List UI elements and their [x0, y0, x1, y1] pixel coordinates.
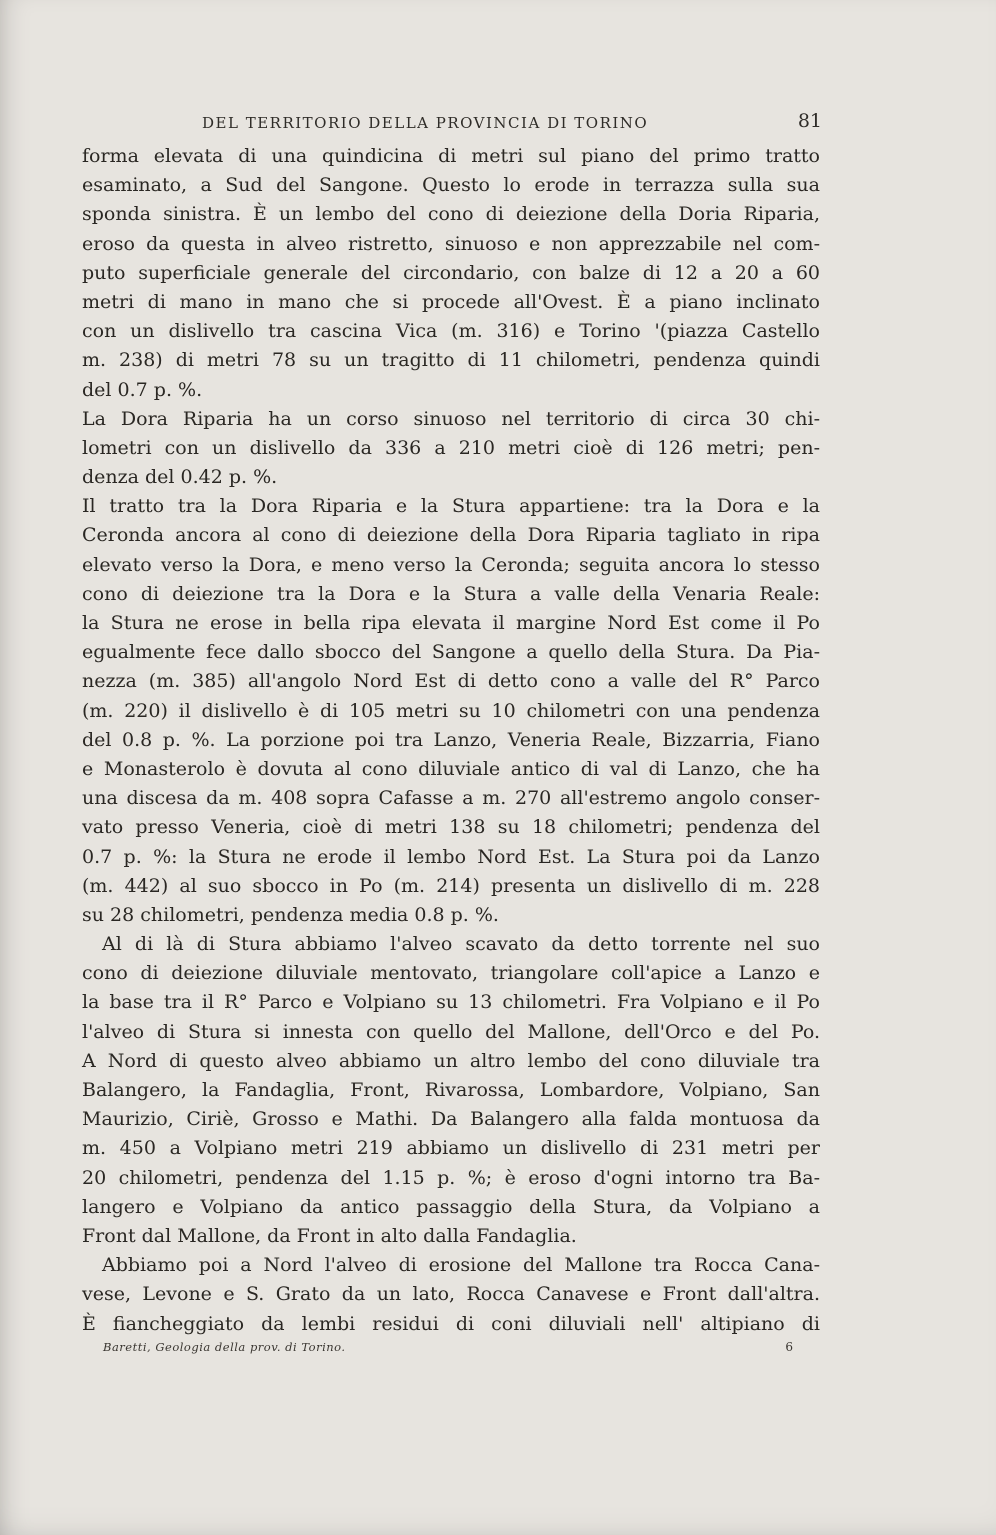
signature-mark: 6	[785, 1340, 793, 1354]
text-line: forma elevata di una quindicina di metri sul piano del primo tratto	[82, 145, 820, 167]
text-line: cono di deiezione tra la Dora e la Stura a valle della Venaria Reale:	[82, 582, 820, 605]
text-line: È fiancheggiato da lembi residui di coni diluviali nell' altipiano di	[82, 1312, 820, 1335]
text-line: eroso da questa in alveo ristretto, sinuoso e non apprezzabile nel com-	[82, 232, 820, 255]
text-line: 0.7 p. %: la Stura ne erode il lembo Nord Est. La Stura poi da Lanzo	[82, 845, 820, 868]
text-line: Front dal Mallone, da Front in alto dalla Fandaglia.	[82, 1224, 577, 1247]
text-line: lometri con un dislivello da 336 a 210 metri cioè di 126 metri; pen-	[82, 436, 820, 459]
text-line: con un dislivello tra cascina Vica (m. 316) e Torino '(piazza Castello	[82, 320, 820, 343]
footer-citation: Baretti, Geologia della prov. di Torino.	[103, 1340, 346, 1354]
text-line: langero e Volpiano da antico passaggio della Stura, da Volpiano a	[82, 1195, 820, 1218]
text-line: m. 238) di metri 78 su un tragitto di 11 chilometri, pendenza quindi	[82, 349, 820, 372]
text-line: Maurizio, Ciriè, Grosso e Mathi. Da Balangero alla falda montuosa da	[82, 1108, 820, 1131]
body-text	[82, 142, 820, 1339]
text-line: sponda sinistra. È un lembo del cono di deiezione della Doria Riparia,	[82, 203, 820, 226]
text-line: denza del 0.42 p. %.	[82, 466, 278, 489]
text-line: puto superficiale generale del circondario, con balze di 12 a 20 a 60	[82, 261, 820, 284]
text-line: elevato verso la Dora, e meno verso la Ceronda; seguita ancora lo stesso	[82, 553, 820, 576]
page-number: 81	[797, 110, 822, 132]
page-header	[82, 110, 822, 138]
text-line: del 0.7 p. %.	[82, 378, 203, 401]
text-line: Balangero, la Fandaglia, Front, Rivarossa, Lombardore, Volpiano, San	[82, 1079, 820, 1101]
text-line: del 0.8 p. %. La porzione poi tra Lanzo, Veneria Reale, Bizzarria, Fiano	[82, 728, 820, 751]
text-line: m. 450 a Volpiano metri 219 abbiamo un dislivello di 231 metri per	[82, 1137, 820, 1160]
text-line: cono di deiezione diluviale mentovato, triangolare coll'apice a Lanzo e	[82, 962, 820, 985]
text-line: 20 chilometri, pendenza del 1.15 p. %; è eroso d'ogni intorno tra Ba-	[82, 1166, 820, 1189]
text-line: Al di là di Stura abbiamo l'alveo scavato da detto torrente nel suo	[102, 933, 820, 956]
text-line: egualmente fece dallo sbocco del Sangone a quello della Stura. Da Pia-	[82, 641, 820, 664]
text-line: La Dora Riparia ha un corso sinuoso nel territorio di circa 30 chi-	[82, 407, 820, 430]
text-line: (m. 220) il dislivello è di 105 metri su 10 chilometri con una pendenza	[82, 699, 820, 722]
text-line: una discesa da m. 408 sopra Cafasse a m. 270 all'estremo angolo conser-	[82, 787, 820, 810]
text-line: vato presso Veneria, cioè di metri 138 su 18 chilometri; pendenza del	[82, 816, 820, 839]
text-line: nezza (m. 385) all'angolo Nord Est di detto cono a valle del R° Parco	[82, 670, 820, 693]
text-line: Abbiamo poi a Nord l'alveo di erosione del Mallone tra Rocca Cana-	[102, 1254, 820, 1277]
text-line: esaminato, a Sud del Sangone. Questo lo erode in terrazza sulla sua	[82, 174, 820, 197]
text-line: (m. 442) al suo sbocco in Po (m. 214) presenta un dislivello di m. 228	[82, 874, 820, 897]
text-line: vese, Levone e S. Grato da un lato, Rocca Canavese e Front dall'altra.	[82, 1283, 820, 1306]
text-line: Il tratto tra la Dora Riparia e la Stura appartiene: tra la Dora e la	[82, 495, 820, 518]
page-footer	[103, 1340, 793, 1362]
text-line: A Nord di questo alveo abbiamo un altro lembo del cono diluviale tra	[82, 1049, 820, 1072]
running-title: DEL TERRITORIO DELLA PROVINCIA DI TORINO	[202, 114, 649, 132]
text-line: e Monasterolo è dovuta al cono diluviale antico di val di Lanzo, che ha	[82, 757, 820, 780]
text-line: Ceronda ancora al cono di deiezione della Dora Riparia tagliato in ripa	[82, 524, 820, 547]
text-line: metri di mano in mano che si procede all'Ovest. È a piano inclinato	[82, 290, 820, 313]
text-line: la base tra il R° Parco e Volpiano su 13 chilometri. Fra Volpiano e il Po	[82, 991, 820, 1014]
text-line: la Stura ne erose in bella ripa elevata il margine Nord Est come il Po	[82, 612, 820, 634]
text-line: l'alveo di Stura si innesta con quello del Mallone, dell'Orco e del Po.	[82, 1020, 820, 1043]
text-line: su 28 chilometri, pendenza media 0.8 p. %.	[82, 903, 499, 926]
